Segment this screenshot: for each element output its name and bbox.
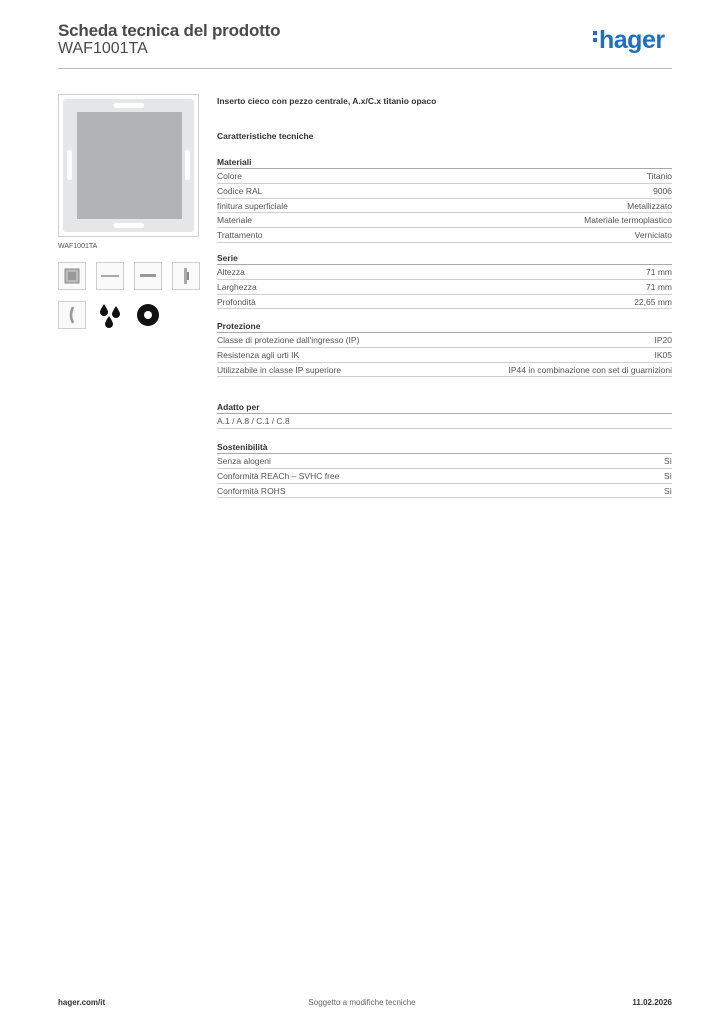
left-slot	[67, 150, 72, 180]
hager-logo: hager	[593, 28, 665, 53]
section-title: Adatto per	[217, 400, 672, 414]
section-materiali	[217, 155, 672, 243]
section-sostenibilita	[217, 440, 672, 498]
center-plate	[77, 112, 182, 219]
table-row: Colore Titanio	[217, 169, 672, 184]
surface-mount-icon	[58, 262, 86, 290]
section-title: Materiali	[217, 155, 672, 169]
table-row: Altezza 71 mm	[217, 265, 672, 280]
table-row: Resistenza agli urti IK IK05	[217, 348, 672, 363]
table-row: Materiale Materiale termoplastico	[217, 213, 672, 228]
table-row: Larghezza 71 mm	[217, 280, 672, 295]
table-row: A.1 / A.8 / C.1 / C.8	[217, 414, 672, 429]
circle-icon	[134, 301, 162, 329]
header-divider	[58, 68, 672, 69]
section-title: Serie	[217, 251, 672, 265]
side-profile-icon	[172, 262, 200, 290]
top-slot	[114, 103, 144, 108]
table-row: Trattamento Verniciato	[217, 228, 672, 243]
section-protezione	[217, 319, 672, 377]
section-adatto	[217, 400, 672, 429]
dash-icon	[134, 262, 162, 290]
product-image	[58, 94, 199, 237]
right-slot	[185, 150, 190, 180]
table-row: Conformità REACh – SVHC free Sì	[217, 469, 672, 484]
bottom-slot	[114, 223, 144, 228]
product-code: WAF1001TA	[58, 40, 148, 57]
footer-note: Soggetto a modifiche tecniche	[308, 998, 416, 1007]
table-row: Classe di protezione dall'ingresso (IP) IP20	[217, 333, 672, 348]
table-row: Profondità 22,65 mm	[217, 295, 672, 310]
table-row: Codice RAL 9006	[217, 184, 672, 199]
image-caption: WAF1001TA	[58, 243, 98, 250]
section-serie	[217, 251, 672, 309]
droplets-icon	[96, 301, 124, 329]
edge-profile-icon	[58, 301, 86, 329]
table-row: finitura superficiale Metallizzato	[217, 199, 672, 214]
table-row: Utilizzabile in classe IP superiore IP44 in combinazione con set di guarnizioni	[217, 363, 672, 378]
table-row: Conformità ROHS Sì	[217, 484, 672, 499]
product-description: Inserto cieco con pezzo centrale, A.x/C.x titanio opaco	[217, 96, 437, 106]
section-title: Protezione	[217, 319, 672, 333]
line-icon	[96, 262, 124, 290]
page-title: Scheda tecnica del prodotto	[58, 21, 281, 40]
footer-date: 11.02.2026	[632, 998, 672, 1007]
section-title: Sostenibilità	[217, 440, 672, 454]
table-row: Senza alogeni Sì	[217, 454, 672, 469]
footer-website[interactable]: hager.com/it	[58, 998, 106, 1007]
tech-title: Caratteristiche tecniche	[217, 131, 314, 141]
